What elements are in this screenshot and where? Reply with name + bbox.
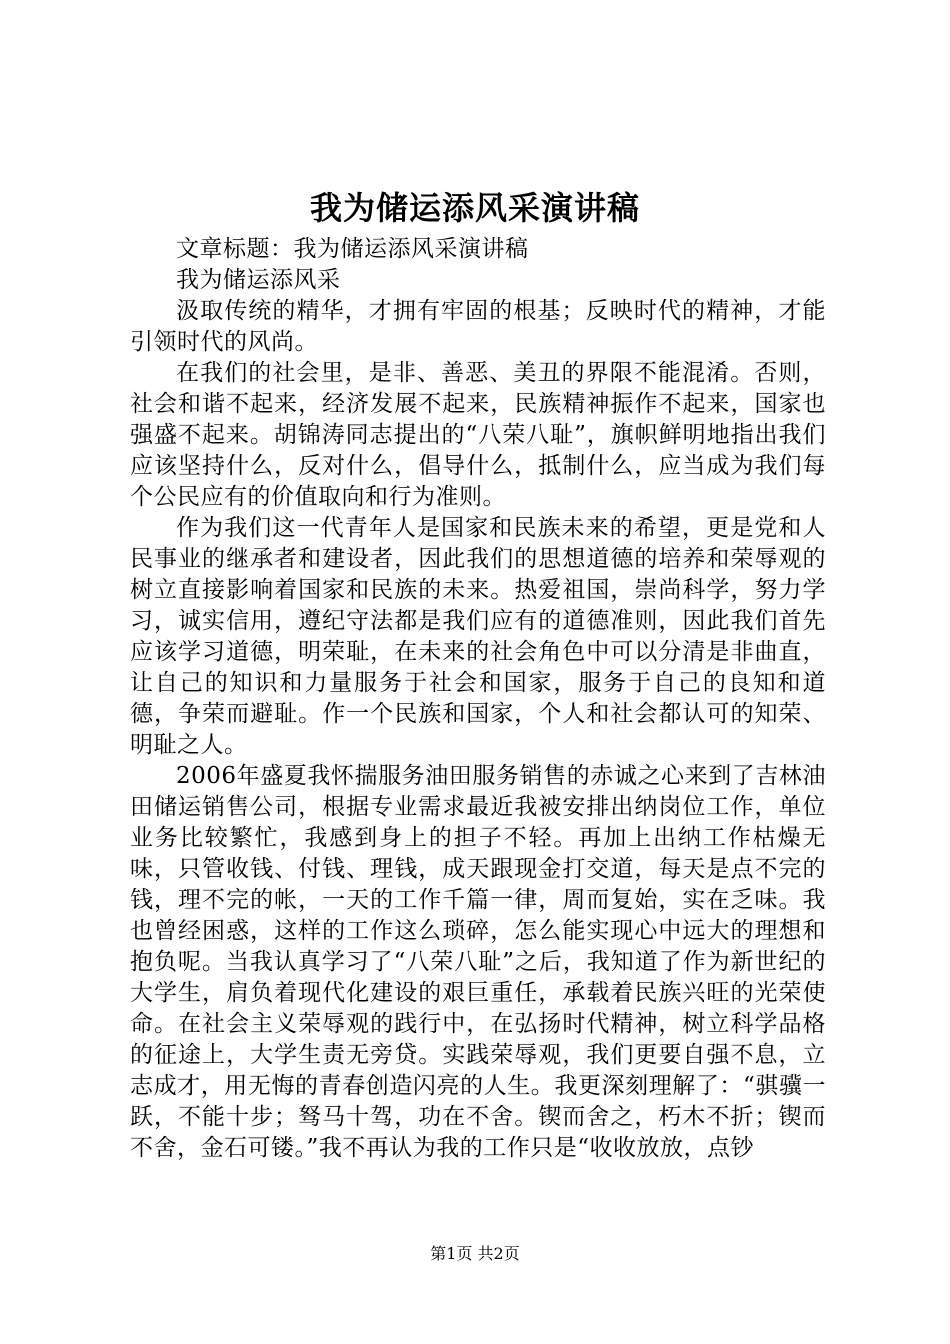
page-title: 我为储运添风采演讲稿 bbox=[309, 189, 640, 227]
paragraph: 作为我们这一代青年人是国家和民族未来的希望，更是党和人民事业的继承者和建设者，因此我们的思想道德的培养和荣辱观的树立直接影响着国家和民族的未来。热爱祖国，崇尚科学，努力学习，诚实信用，遵纪守法都是我们应有的道德准则，因此我们首先应该学习道德，明荣耻，在未来的社会角色中可以分清是非曲直，让自己的知识和力量服务于社会和国家，服务于自己的良知和道德，争荣而避耻。作一个民族和国家，个人和社会都认可的知荣、明耻之人。 bbox=[130, 515, 826, 758]
paragraph-article-title: 文章标题：我为储运添风采演讲稿 bbox=[176, 236, 529, 262]
paragraph: 汲取传统的精华，才拥有牢固的根基；反映时代的精神，才能引领时代的风尚。 bbox=[130, 298, 826, 355]
paragraph: 在我们的社会里，是非、善恶、美丑的界限不能混淆。否则，社会和谐不起来，经济发展不起来，民族精神振作不起来，国家也强盛不起来。胡锦涛同志提出的“八荣八耻”，旗帜鲜明地指出我们应该坚持什么，反对什么，倡导什么，抵制什么，应当成为我们每个公民应有的价值取向和行为准则。 bbox=[130, 360, 826, 510]
paragraph-subtitle: 我为储运添风采 bbox=[176, 267, 341, 293]
document-body bbox=[130, 234, 826, 1164]
paragraph: 2006年盛夏我怀揣服务油田服务销售的赤诚之心来到了吉林油田储运销售公司，根据专业需求最近我被安排出纳岗位工作，单位业务比较繁忙，我感到身上的担子不轻。再加上出纳工作枯燥无味，只管收钱、付钱、理钱，成天跟现金打交道，每天是点不完的钱，理不完的帐，一天的工作千篇一律，周而复始，实在乏味。我也曾经困惑，这样的工作这么琐碎，怎么能实现心中远大的理想和抱负呢。当我认真学习了“八荣八耻”之后，我知道了作为新世纪的大学生，肩负着现代化建设的艰巨重任，承载着民族兴旺的光荣使命。在社会主义荣辱观的践行中，在弘扬时代精神，树立科学品格的征途上，大学生责无旁贷。实践荣辱观，我们更要自强不息，立志成才，用无悔的青春创造闪亮的人生。我更深刻理解了：“骐骥一跃，不能十步；驽马十驾，功在不舍。锲而舍之，朽木不折；锲而不舍，金石可镂。”我不再认为我的工作只是“收收放放，点钞 bbox=[130, 763, 826, 1161]
page-number-footer: 第1页 共2页 bbox=[430, 1244, 520, 1263]
